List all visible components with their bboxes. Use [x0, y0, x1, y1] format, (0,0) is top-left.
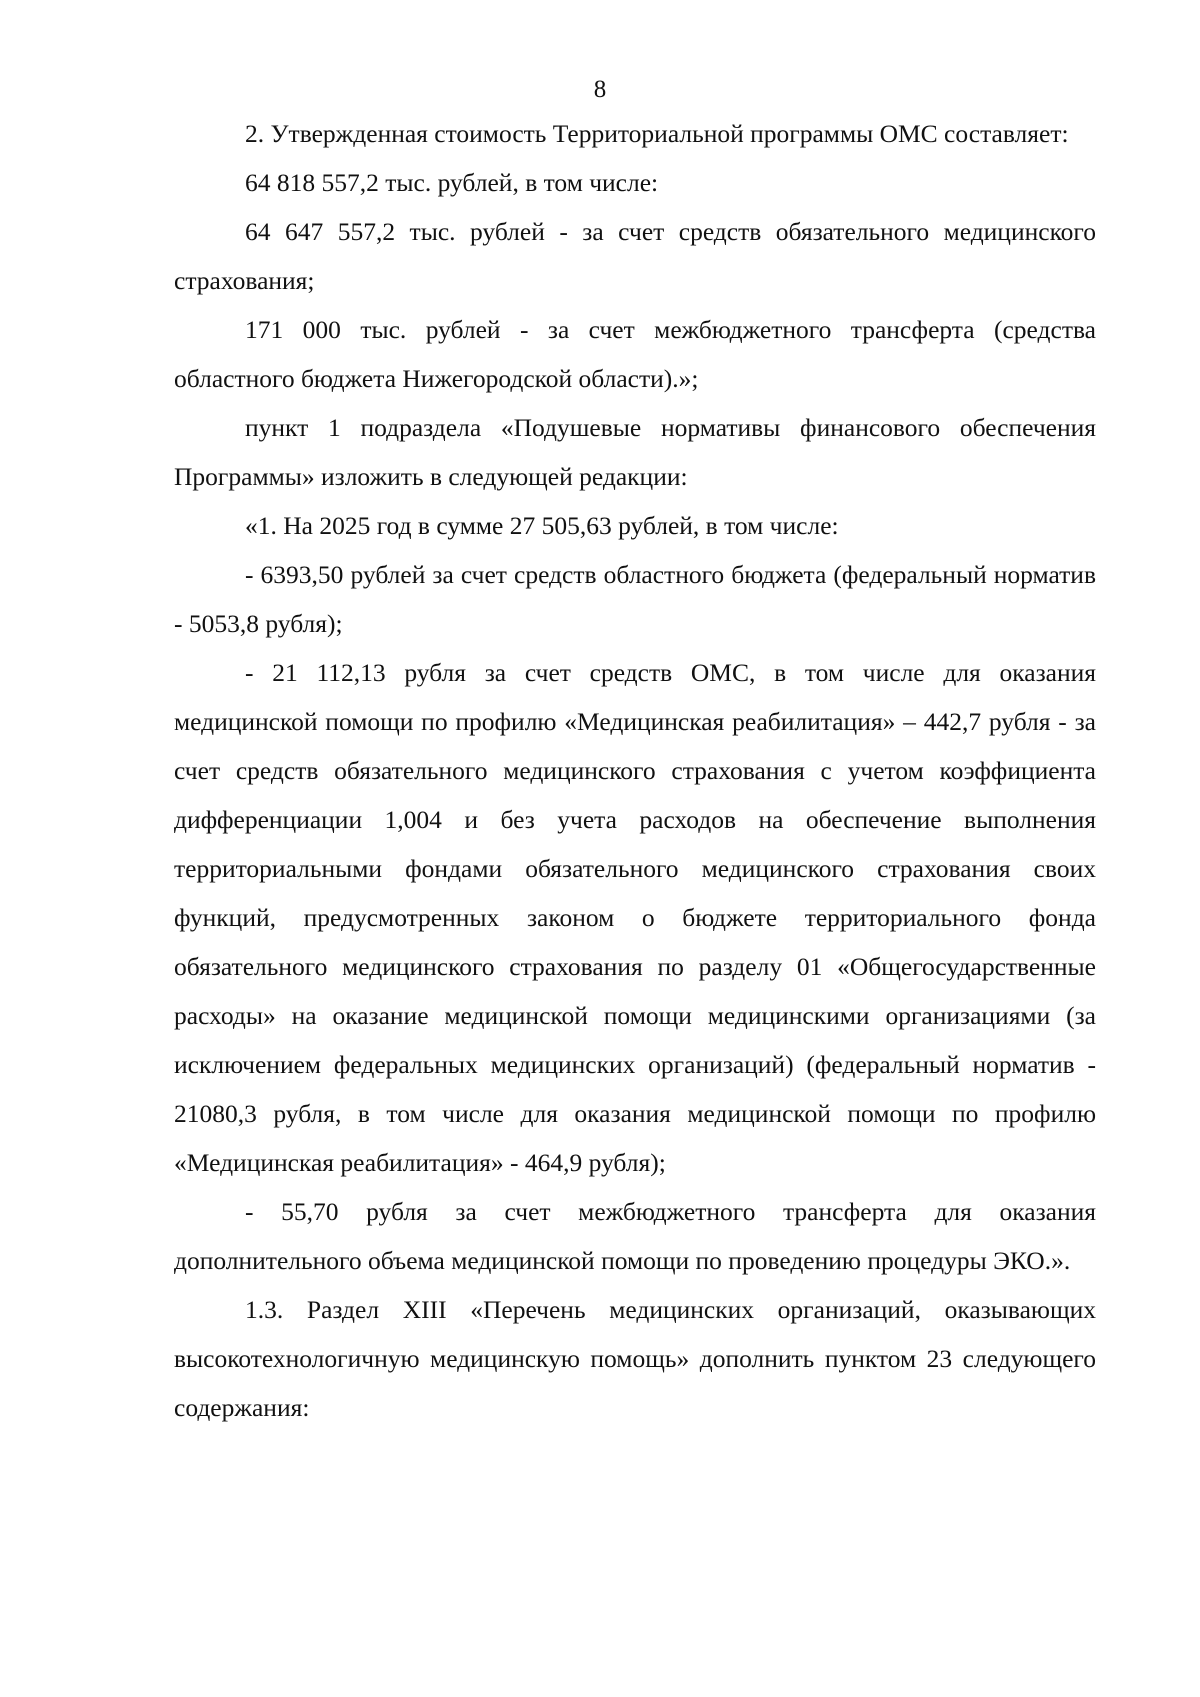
- paragraph-eco-transfer: - 55,70 рубля за счет межбюджетного трансферта для оказания дополнительного объема медицинской помощи по проведению процедуры ЭКО.».: [174, 1197, 1096, 1275]
- paragraph-regional-budget: - 6393,50 рублей за счет средств областного бюджета (федеральный норматив - 5053,8 рубля);: [174, 560, 1096, 638]
- paragraph-oms-details: - 21 112,13 рубля за счет средств ОМС, в том числе для оказания медицинской помощи по профилю «Медицинская реабилитация» – 442,7 рубля - за счет средств обязательного медицинского страхования с учетом коэффициента дифференциации 1,004 и без учета расходов на обеспечение выполнения территориальными фондами обязательного медицинского страхования своих функций, предусмотренных законом о бюджете территориального фонда обязательного медицинского страхования по разделу 01 «Общегосударственные расходы» на оказание медицинской помощи медицинскими организациями (за исключением федеральных медицинских организаций) (федеральный норматив - 21080,3 рубля, в том числе для оказания медицинской помощи по профилю «Медицинская реабилитация» - 464,9 рубля);: [174, 658, 1096, 1177]
- document-body: [174, 109, 1096, 1432]
- paragraph-oms-funds: 64 647 557,2 тыс. рублей - за счет средств обязательного медицинского страхования;: [174, 217, 1096, 295]
- paragraph-approved-cost: 2. Утвержденная стоимость Территориальной программы ОМС составляет:: [245, 119, 1069, 148]
- paragraph-interbudget-transfer: 171 000 тыс. рублей - за счет межбюджетного трансферта (средства областного бюджета Нижегородской области).»;: [174, 315, 1096, 393]
- paragraph-section-xiii: 1.3. Раздел XIII «Перечень медицинских организаций, оказывающих высокотехнологичную медицинскую помощь» дополнить пунктом 23 следующего содержания:: [174, 1295, 1096, 1422]
- paragraph-total-amount: 64 818 557,2 тыс. рублей, в том числе:: [245, 168, 659, 197]
- page-number: 8: [593, 76, 607, 103]
- paragraph-per-capita-norms: пункт 1 подраздела «Подушевые нормативы финансового обеспечения Программы» изложить в следующей редакции:: [174, 413, 1096, 491]
- paragraph-year-2025: «1. На 2025 год в сумме 27 505,63 рублей, в том числе:: [245, 511, 839, 540]
